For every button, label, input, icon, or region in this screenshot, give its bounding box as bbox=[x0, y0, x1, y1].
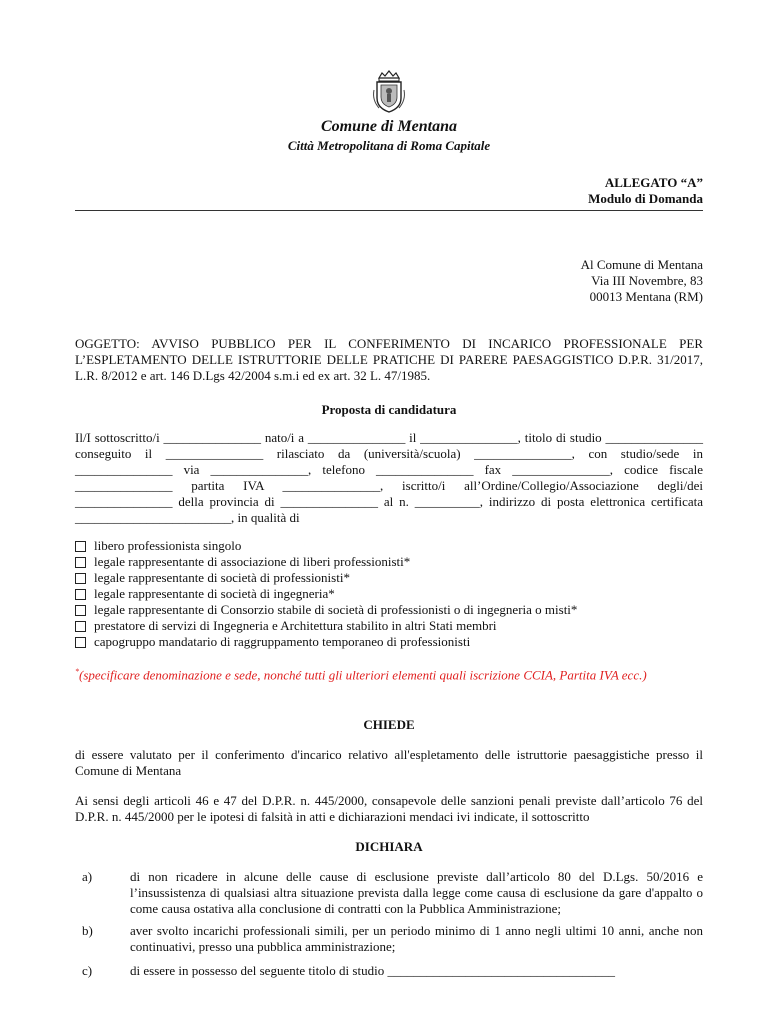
item-text: aver svolto incarichi professionali simili, per un periodo minimo di 1 anno negli ultimi 10 anni, anche non continuativi, presso una pubblica amministrazione; bbox=[130, 923, 703, 955]
checkbox[interactable] bbox=[75, 605, 86, 616]
item-marker: b) bbox=[82, 923, 93, 939]
checkbox[interactable] bbox=[75, 589, 86, 600]
recipient-line-3: 00013 Mentana (RM) bbox=[589, 289, 703, 304]
municipality-subtitle: Città Metropolitana di Roma Capitale bbox=[287, 138, 491, 153]
option-label: legale rappresentante di società di professionisti* bbox=[94, 570, 350, 585]
dichiara-item bbox=[75, 869, 703, 917]
document-page bbox=[75, 70, 703, 979]
option-label: legale rappresentante di società di ingegneria* bbox=[94, 586, 335, 601]
footnote-mark: * bbox=[75, 667, 79, 676]
option-row[interactable] bbox=[75, 602, 703, 618]
option-row[interactable] bbox=[75, 570, 703, 586]
footnote bbox=[75, 664, 703, 683]
item-text: di non ricadere in alcune delle cause di esclusione previste dall’articolo 80 del D.Lgs. 50/2016 e l’insussistenza di qualsiasi altra situazione prevista dalla legge come causa di esclusione da gare d'appalto o come causa ostativa alla conclusione di contratti con la Pubblica Amministrazione; bbox=[130, 869, 703, 917]
option-row[interactable] bbox=[75, 586, 703, 602]
proposta-paragraph: Il/I sottoscritto/i _______________ nato/i a _______________ il _______________, titolo di studio _______________ conseguito il _______________ rilasciato da (università/scuola) _______________, con studio/sede in _______________ via _______________, telefono _______________ fax _______________, codice fiscale _______________ partita IVA _______________, iscritto/i all’Ordine/Collegio/Associazione degli/dei _______________ della provincia di _______________ al n. __________, indirizzo di posta elettronica certificata ________________________, in qualità di bbox=[75, 430, 703, 525]
allegato-label: ALLEGATO “A” bbox=[604, 175, 703, 190]
checkbox[interactable] bbox=[75, 557, 86, 568]
option-label: prestatore di servizi di Ingegneria e Architettura stabilito in altri Stati membri bbox=[94, 618, 497, 633]
option-label: legale rappresentante di associazione di liberi professionisti* bbox=[94, 554, 411, 569]
modulo-label: Modulo di Domanda bbox=[588, 191, 703, 206]
dichiara-item bbox=[75, 923, 703, 955]
option-row[interactable] bbox=[75, 618, 703, 634]
checkbox[interactable] bbox=[75, 621, 86, 632]
ai-sensi-paragraph: Ai sensi degli articoli 46 e 47 del D.P.R. n. 445/2000, consapevole delle sanzioni penali previste dall’articolo 76 del D.P.R. n. 445/2000 per le ipotesi di falsità in atti e dichiarazioni mendaci ivi indicate, il sottoscritto bbox=[75, 793, 703, 825]
option-label: legale rappresentante di Consorzio stabile di società di professionisti o di ingegneria o misti* bbox=[94, 602, 578, 617]
coat-of-arms-icon bbox=[371, 70, 407, 114]
header-divider bbox=[75, 210, 703, 211]
proposta-title: Proposta di candidatura bbox=[321, 402, 457, 417]
option-row[interactable] bbox=[75, 538, 703, 554]
allegato-heading bbox=[75, 175, 703, 207]
footnote-text: (specificare denominazione e sede, nonché tutti gli ulteriori elementi quali iscrizione CCIA, Partita IVA ecc.) bbox=[79, 667, 647, 683]
checkbox[interactable] bbox=[75, 573, 86, 584]
recipient-address bbox=[75, 257, 703, 305]
chiede-paragraph: di essere valutato per il conferimento d'incarico relativo all'espletamento delle istruttorie paesaggistiche presso il Comune di Mentana bbox=[75, 747, 703, 779]
dichiara-title: DICHIARA bbox=[355, 839, 423, 855]
option-label: libero professionista singolo bbox=[94, 538, 242, 553]
checkbox[interactable] bbox=[75, 637, 86, 648]
recipient-line-1: Al Comune di Mentana bbox=[580, 257, 703, 272]
option-row[interactable] bbox=[75, 634, 703, 650]
oggetto-paragraph: OGGETTO: AVVISO PUBBLICO PER IL CONFERIMENTO DI INCARICO PROFESSIONALE PER L’ESPLETAMENTO DELLE ISTRUTTORIE DELLE PRATICHE DI PARERE PAESAGGISTICO D.P.R. 31/2017, L.R. 8/2012 e art. 146 D.Lgs 42/2004 s.m.i ed ex art. 32 L. 47/1985. bbox=[75, 336, 703, 383]
municipality-title: Comune di Mentana bbox=[320, 118, 458, 135]
recipient-line-2: Via III Novembre, 83 bbox=[591, 273, 703, 288]
option-row[interactable] bbox=[75, 554, 703, 570]
qualifica-options bbox=[75, 538, 703, 650]
chiede-title: CHIEDE bbox=[363, 717, 415, 733]
item-text: di essere in possesso del seguente titolo di studio ___________________________________ bbox=[130, 963, 615, 979]
item-marker: a) bbox=[82, 869, 93, 885]
item-marker: c) bbox=[82, 963, 93, 979]
option-label: capogruppo mandatario di raggruppamento temporaneo di professionisti bbox=[94, 634, 471, 649]
checkbox[interactable] bbox=[75, 541, 86, 552]
dichiara-item bbox=[75, 963, 703, 979]
